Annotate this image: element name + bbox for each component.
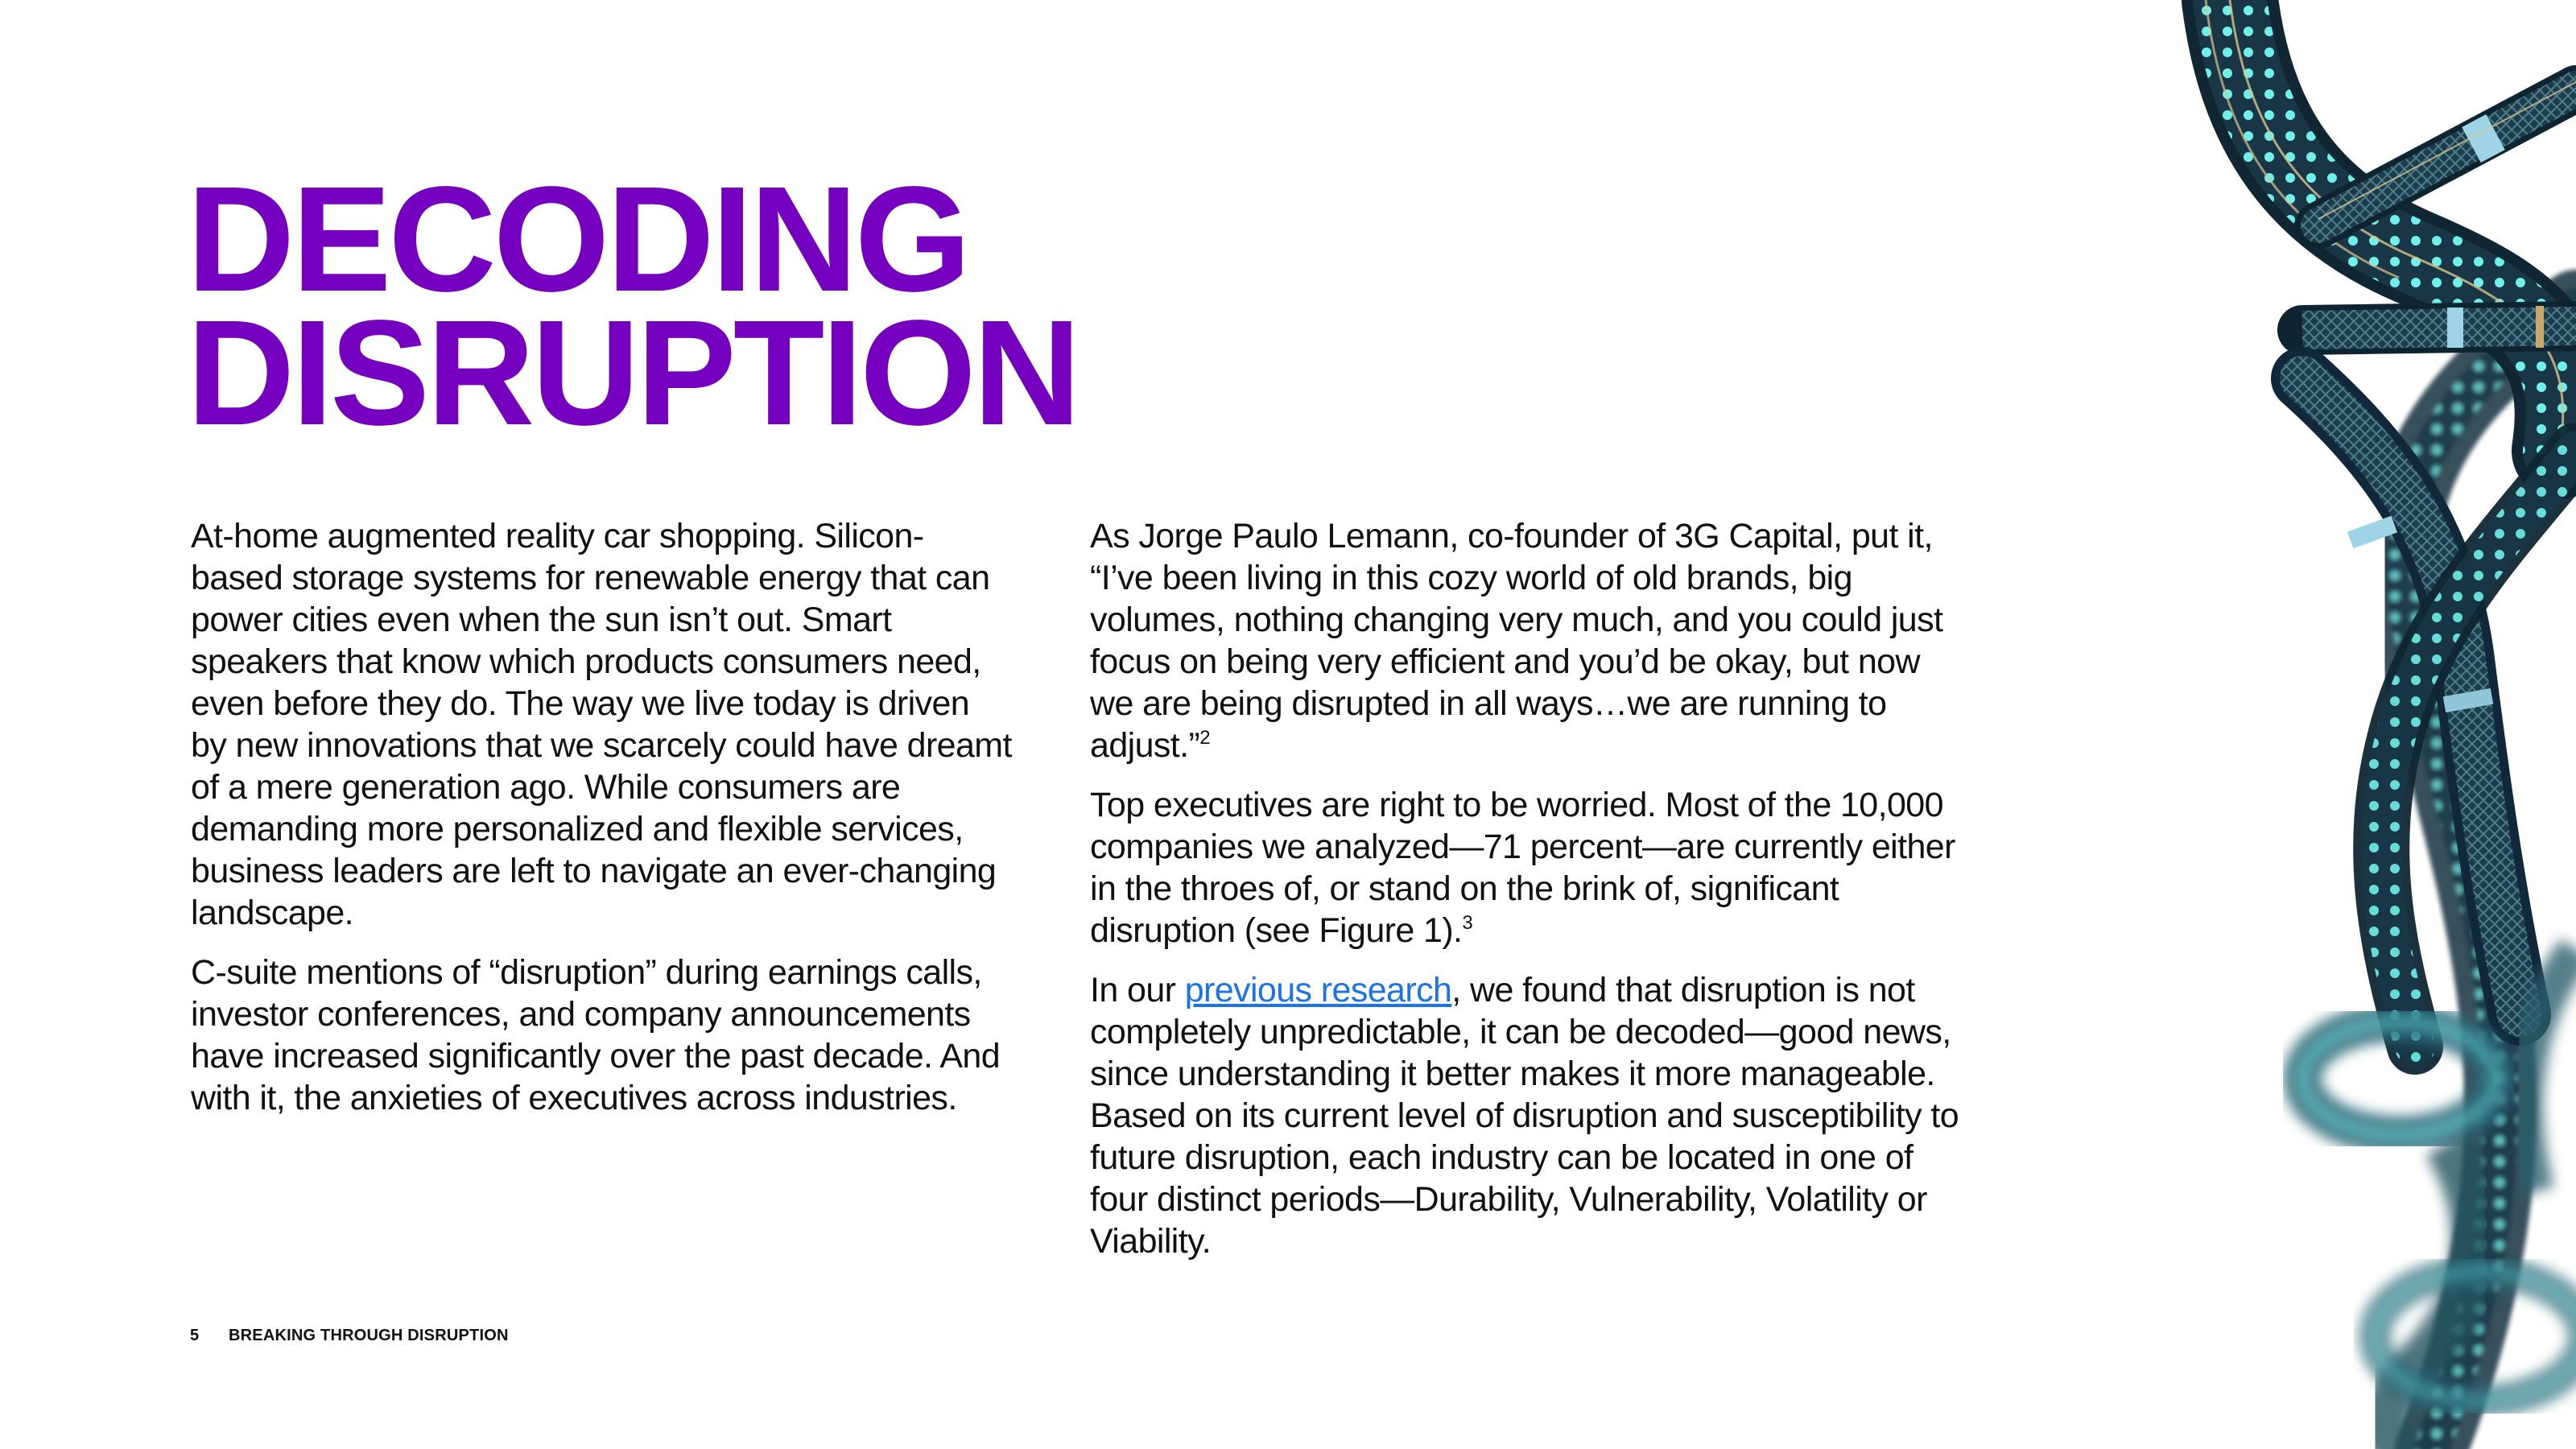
body-paragraph: At-home augmented reality car shopping. Silicon-based storage systems for renewable energy that can power cities even when the sun isn’t out. Smart speakers that know which products consumers need, even before they do. The way we live today is driven by new innovations that we scarcely could have dreamt of a mere generation ago. While consumers are demanding more personalized and flexible services, business leaders are left to navigate an ever-changing landscape.	[191, 517, 1012, 932]
previous-research-link[interactable]: previous research	[1184, 971, 1452, 1009]
dna-helix-image	[1610, 0, 2576, 1449]
paragraph-text: , we found that disruption is not completely unpredictable, it can be decoded—good news, since understanding it better makes it more manageable. Based on its current level of disruption and susceptibility to future disruption, each industry can be located in one of four distinct periods—Durability, Vulnerability, Volatility or Viability.	[1090, 971, 1959, 1261]
footnote-marker[interactable]: 2	[1199, 727, 1210, 749]
report-title: BREAKING THROUGH DISRUPTION	[229, 1327, 509, 1344]
title-line-1: DECODING	[187, 156, 968, 323]
body-paragraph: C-suite mentions of “disruption” during earnings calls, investor conferences, and company announcements have increased significantly over the past decade. And with it, the anxieties of executives across industries.	[191, 953, 1001, 1117]
paragraph-text: Top executives are right to be worried. Most of the 10,000 companies we analyzed—71 percent—are currently either in the throes of, or stand on the brink of, significant disruption (see Figure 1).	[1090, 786, 1955, 950]
paragraph-text: In our	[1090, 971, 1185, 1009]
left-text-column	[191, 515, 1012, 1137]
page-title	[187, 156, 1079, 456]
quote-text: As Jorge Paulo Lemann, co-founder of 3G Capital, put it, “I’ve been living in this cozy world of old brands, big volumes, nothing changing very much, and you could just focus on being very efficient and you’d be okay, but now we are being disrupted in all ways…we are running to adjust.”	[1090, 517, 1943, 765]
page-number: 5	[190, 1327, 200, 1344]
title-line-2: DISRUPTION	[187, 290, 1079, 456]
footnote-marker[interactable]: 3	[1462, 912, 1473, 934]
page-footer	[190, 1327, 509, 1345]
